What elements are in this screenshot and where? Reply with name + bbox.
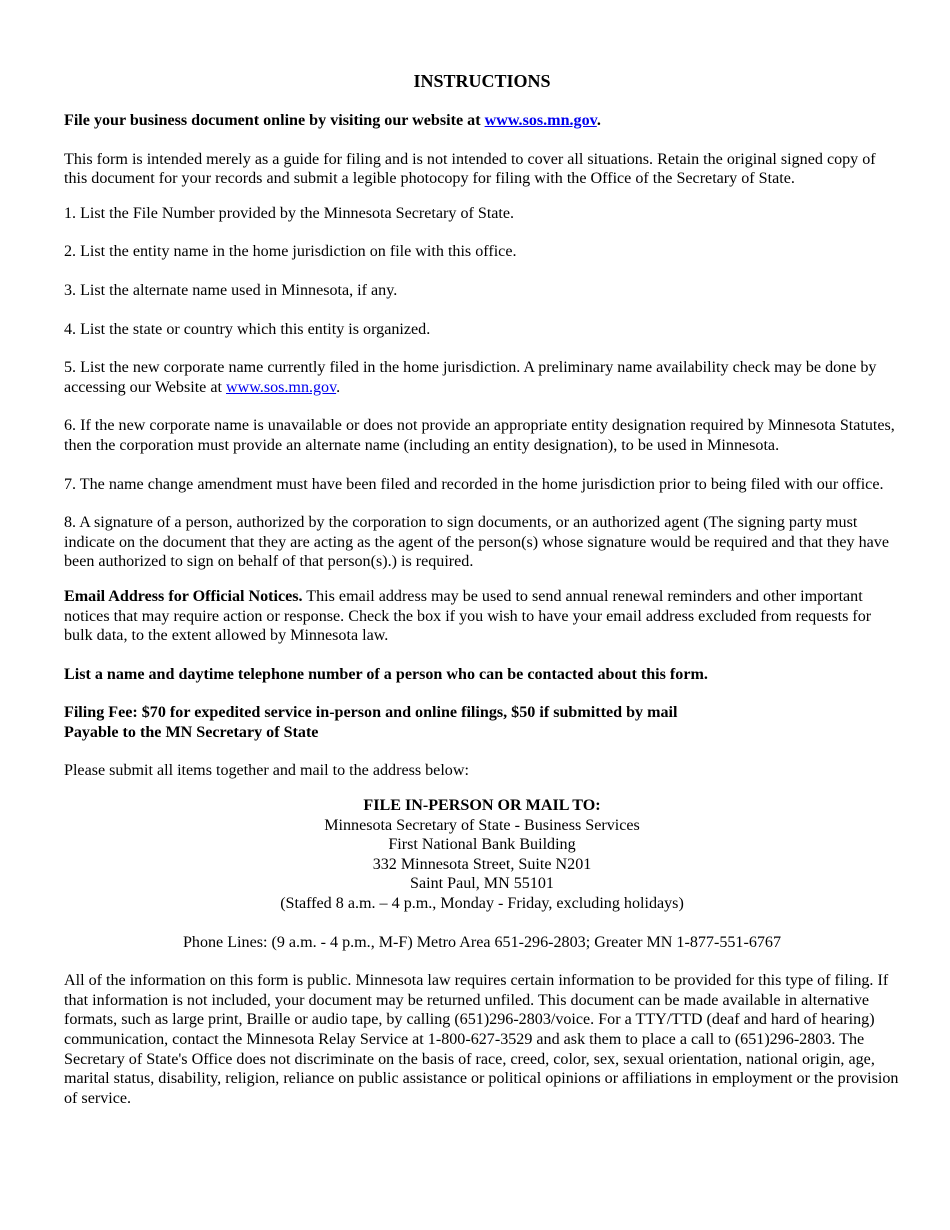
instructions-page xyxy=(64,70,900,1108)
address-heading: FILE IN-PERSON OR MAIL TO: xyxy=(363,797,601,815)
online-filing-end: . xyxy=(596,112,601,129)
instruction-item-3: 3. List the alternate name used in Minnesota, if any. xyxy=(64,281,398,299)
website-link-2[interactable]: www.sos.mn.gov xyxy=(225,378,337,396)
online-filing-text: File your business document online by visiting our website at xyxy=(64,112,485,129)
instruction-item-5-end: . xyxy=(336,378,341,396)
address-line-5: (Staffed 8 a.m. – 4 p.m., Monday - Friday, excluding holidays) xyxy=(280,895,684,913)
instruction-item-1: 1. List the File Number provided by the Minnesota Secretary of State. xyxy=(64,204,515,222)
instruction-item-4: 4. List the state or country which this entity is organized. xyxy=(64,320,431,338)
instruction-item-5 xyxy=(64,358,900,397)
email-notice-heading: Email Address for Official Notices. xyxy=(64,587,303,605)
email-notice-text: This email address may be used to send annual renewal reminders and other important notices that may require action or response. Check the box if you wish to have your email address excluded from requests for bulk data, to the extent allowed by Minnesota law. xyxy=(64,587,872,645)
instruction-item-7: 7. The name change amendment must have been filed and recorded in the home jurisdiction prior to being filed with our office. xyxy=(64,475,884,493)
payable-to-line: Payable to the MN Secretary of State xyxy=(64,723,319,741)
address-line-3: 332 Minnesota Street, Suite N201 xyxy=(372,855,592,873)
public-notice: All of the information on this form is public. Minnesota law requires certain information to be provided for this type of filing. If that information is not included, your document may be returned unfiled. This document can be made available in alternative formats, such as large print, Braille or audio tape, by calling (651)296-2803/voice. For a TTY/TTD (deaf and hard of hearing) communication, contact the Minnesota Relay Service at 1-800-627-3529 and ask them to place a call to (651)296-2803. The Secretary of State's Office does not discriminate on the basis of race, creed, color, sex, sexual orientation, national origin, age, marital status, disability, religion, reliance on public assistance or political opinions or affiliations in employment or the provision of service. xyxy=(64,972,899,1107)
mailing-address xyxy=(64,796,900,914)
online-filing-note xyxy=(64,111,900,131)
phone-lines: Phone Lines: (9 a.m. - 4 p.m., M-F) Metro Area 651-296-2803; Greater MN 1-877-551-6767 xyxy=(182,933,782,951)
address-line-2: First National Bank Building xyxy=(388,836,576,854)
address-line-1: Minnesota Secretary of State - Business Services xyxy=(324,816,640,834)
instruction-item-8: 8. A signature of a person, authorized by the corporation to sign documents, or an authorized agent (The signing party must indicate on the document that they are acting as the agent of the person(s) whose signature would be required and that they have been authorized to sign on behalf of that person(s).) is required. xyxy=(64,514,889,571)
instruction-item-2: 2. List the entity name in the home jurisdiction on file with this office. xyxy=(64,243,517,261)
contact-instruction: List a name and daytime telephone number of a person who can be contacted about this form. xyxy=(64,665,708,683)
filing-fee-line: Filing Fee: $70 for expedited service in-person and online filings, $50 if submitted by mail xyxy=(64,704,678,722)
instruction-item-5-text: 5. List the new corporate name currently filed in the home jurisdiction. A preliminary name availability check may be done by accessing our Website at xyxy=(64,359,877,396)
address-line-4: Saint Paul, MN 55101 xyxy=(410,875,554,893)
page-title: INSTRUCTIONS xyxy=(413,71,551,91)
submit-instruction: Please submit all items together and mail to the address below: xyxy=(64,762,469,780)
intro-paragraph: This form is intended merely as a guide for filing and is not intended to cover all situations. Retain the original signed copy of this document for your records and submit a legible photocopy for filing with the Office of the Secretary of State. xyxy=(64,150,876,188)
email-notice xyxy=(64,587,900,646)
website-link[interactable]: www.sos.mn.gov xyxy=(484,112,597,129)
instruction-item-6: 6. If the new corporate name is unavailable or does not provide an appropriate entity designation required by Minnesota Statutes, then the corporation must provide an alternate name (including an entity designation), to be used in Minnesota. xyxy=(64,417,895,454)
